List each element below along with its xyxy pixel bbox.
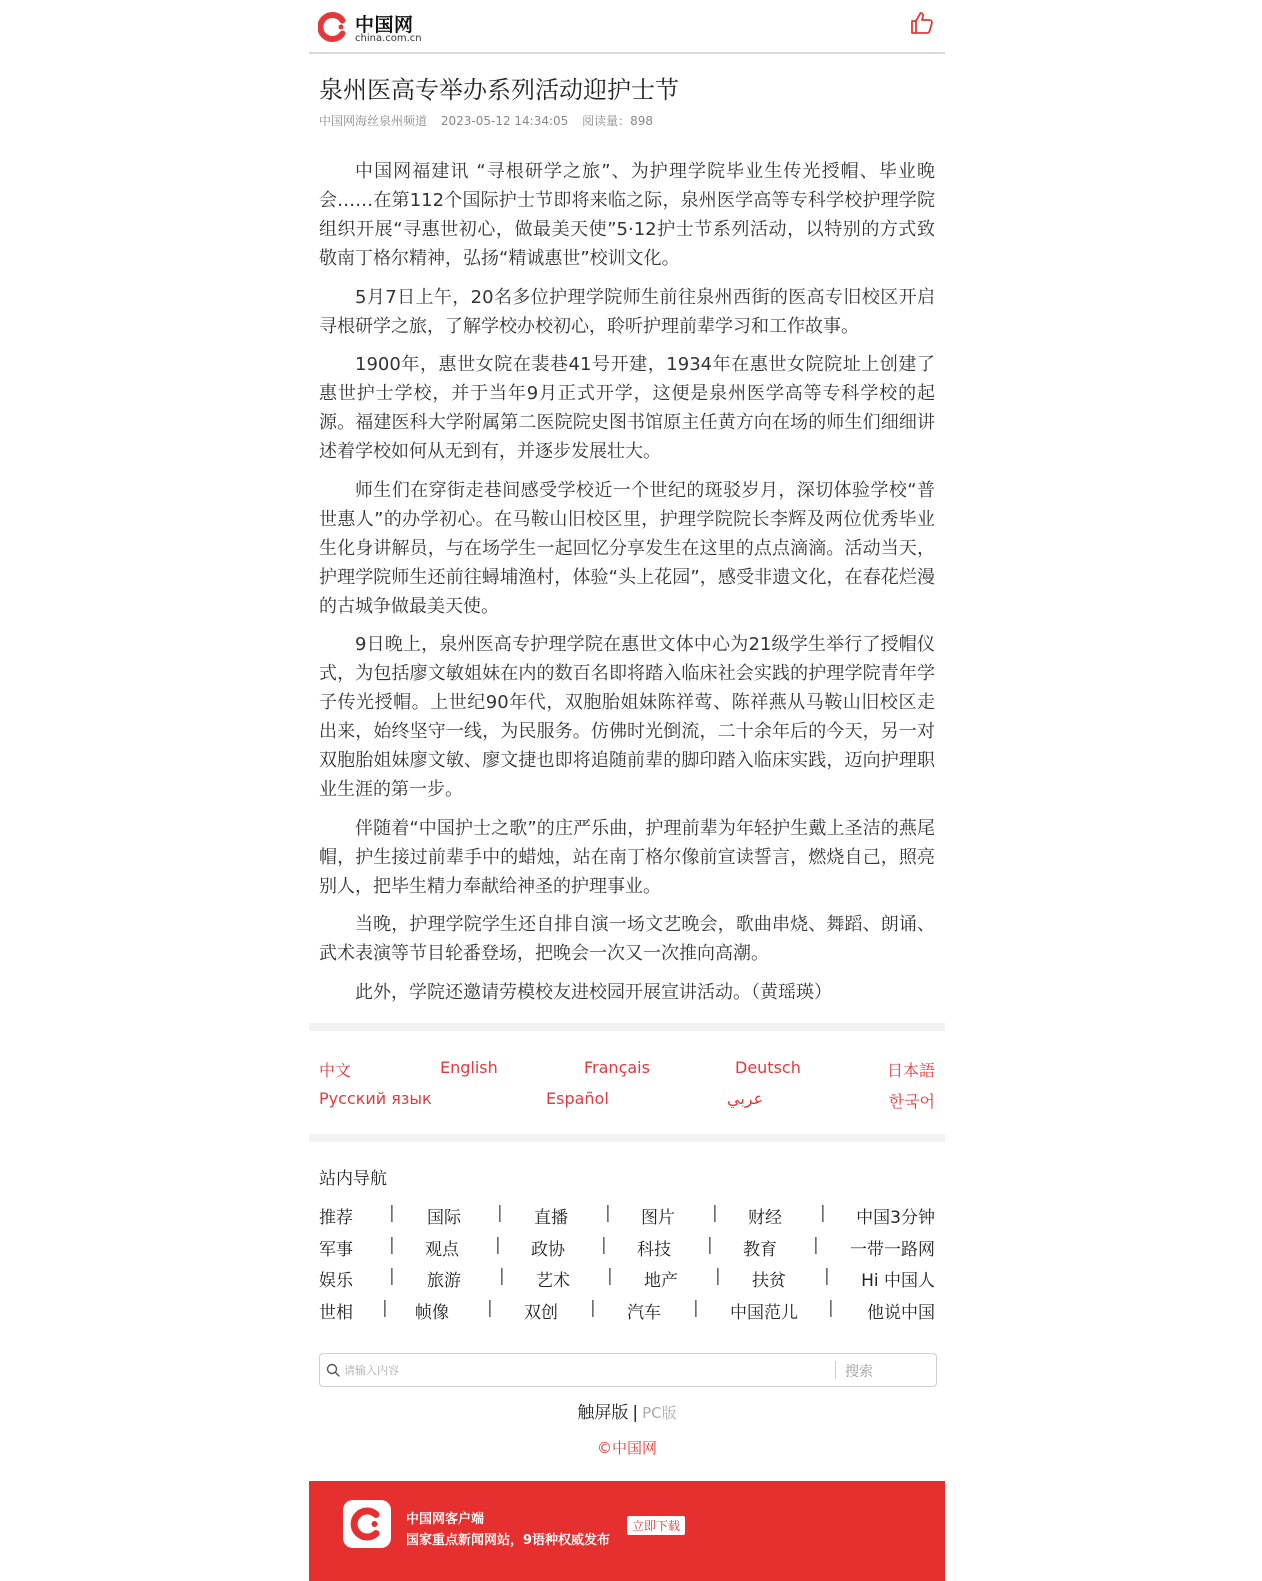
nav-separator: | (813, 1235, 819, 1255)
nav-link[interactable]: 国际 (427, 1208, 461, 1228)
nav-separator: | (497, 1203, 503, 1223)
language-row-2 (319, 1089, 935, 1113)
app-name: 中国网客户端 (406, 1512, 485, 1527)
article-meta (319, 112, 663, 129)
lang-link-japanese[interactable]: 日本語 (886, 1061, 935, 1080)
nav-separator: | (707, 1235, 713, 1255)
site-nav-title: 站内导航 (319, 1169, 387, 1189)
nav-link[interactable]: 军事 (319, 1240, 353, 1260)
pc-version-link[interactable]: PC版 (642, 1404, 677, 1422)
reads-count: 898 (630, 114, 654, 128)
nav-link[interactable]: 娱乐 (319, 1271, 353, 1291)
copyright: ©中国网 (596, 1439, 657, 1457)
nav-link[interactable]: 双创 (524, 1303, 558, 1323)
reads-label: 阅读量： (582, 114, 631, 128)
site-nav-row (319, 1235, 935, 1259)
nav-link[interactable]: 扶贫 (752, 1271, 786, 1291)
logo-c-icon (318, 11, 350, 43)
nav-separator: | (389, 1203, 395, 1223)
lang-link-russian[interactable]: Русский язык (319, 1089, 432, 1108)
nav-link[interactable]: 中国范儿 (730, 1303, 798, 1323)
article-body (319, 157, 935, 1016)
search-icon (326, 1363, 340, 1377)
nav-link[interactable]: 他说中国 (867, 1303, 935, 1323)
app-download-banner (309, 1481, 945, 1581)
nav-link[interactable]: 政协 (531, 1240, 565, 1260)
nav-link[interactable]: 教育 (743, 1240, 777, 1260)
article-paragraph: 5月7日上午，20名多位护理学院师生前往泉州西街的医高专旧校区开启寻根研学之旅，了解学校办校初心，聆听护理前辈学习和工作故事。 (319, 286, 935, 337)
nav-link[interactable]: 地产 (644, 1271, 678, 1291)
nav-link[interactable]: 艺术 (536, 1271, 570, 1291)
article-datetime: 2023-05-12 14:34:05 (440, 114, 569, 128)
lang-link-chinese[interactable]: 中文 (319, 1061, 352, 1080)
download-button[interactable]: 立即下载 (627, 1516, 685, 1535)
article-paragraph: 伴随着“中国护士之歌”的庄严乐曲，护理前辈为年轻护生戴上圣洁的燕尾帽，护生接过前辈手中的蜡烛，站在南丁格尔像前宣读誓言，燃烧自己，照亮别人，把毕生精力奉献给神圣的护理事业。 (319, 817, 935, 897)
nav-separator: | (389, 1235, 395, 1255)
nav-separator: | (382, 1298, 388, 1318)
header (309, 0, 945, 54)
article-paragraph: 师生们在穿街走巷间感受学校近一个世纪的斑驳岁月，深切体验学校“普世惠人”的办学初心。在马鞍山旧校区里，护理学院院长李辉及两位优秀毕业生化身讲解员，与在场学生一起回忆分享发生在这里的点点滴滴。活动当天，护理学院师生还前往蟳埔渔村，体验“头上花园”，感受非遗文化，在春花烂漫的古城争做最美天使。 (319, 479, 935, 617)
nav-separator: | (693, 1298, 699, 1318)
site-nav-row (319, 1266, 935, 1290)
lang-link-german[interactable]: Deutsch (735, 1058, 801, 1077)
nav-separator: | (712, 1203, 718, 1223)
version-switch (309, 1398, 945, 1423)
nav-separator: | (601, 1235, 607, 1255)
section-divider (309, 1023, 945, 1031)
nav-separator: | (487, 1298, 493, 1318)
section-divider (309, 1134, 945, 1142)
nav-separator: | (605, 1203, 611, 1223)
article-source: 中国网海丝泉州频道 (319, 114, 428, 128)
nav-separator: | (820, 1203, 826, 1223)
nav-separator: | (607, 1266, 613, 1286)
app-logo-icon (343, 1500, 391, 1548)
nav-separator: | (389, 1266, 395, 1286)
nav-link[interactable]: 图片 (641, 1208, 675, 1228)
page (309, 0, 945, 1581)
nav-link[interactable]: Hi 中国人 (861, 1271, 935, 1291)
article-paragraph: 中国网福建讯 “寻根研学之旅”、为护理学院毕业生传光授帽、毕业晚会……在第112个国际护士节即将来临之际，泉州医学高等专科学校护理学院组织开展“寻惠世初心，做最美天使”5·12护士节系列活动，以特别的方式致敬南丁格尔精神，弘扬“精诚惠世”校训文化。 (319, 161, 935, 269)
nav-link[interactable]: 中国3分钟 (856, 1208, 935, 1228)
language-row-1 (319, 1058, 935, 1082)
nav-separator: | (590, 1298, 596, 1318)
logo-name: 中国网 (355, 14, 414, 36)
nav-separator: | (715, 1266, 721, 1286)
article-title: 泉州医高专举办系列活动迎护士节 (319, 76, 679, 104)
nav-link[interactable]: 观点 (425, 1240, 459, 1260)
article-reads (582, 114, 653, 128)
touch-version-label: 触屏版 (577, 1403, 629, 1423)
lang-link-spanish[interactable]: Español (546, 1089, 609, 1108)
nav-separator: | (495, 1235, 501, 1255)
search-button[interactable]: 搜索 (845, 1364, 873, 1380)
nav-link[interactable]: 推荐 (319, 1208, 353, 1228)
version-separator: | (632, 1403, 639, 1423)
app-description: 国家重点新闻网站，9语种权威发布 (406, 1533, 611, 1548)
nav-separator: | (824, 1266, 830, 1286)
logo-domain: china.com.cn (355, 33, 422, 44)
nav-link[interactable]: 直播 (534, 1208, 568, 1228)
nav-link[interactable]: 旅游 (427, 1271, 461, 1291)
search-divider (835, 1361, 836, 1379)
lang-link-french[interactable]: Français (584, 1058, 650, 1077)
nav-link[interactable]: 科技 (637, 1240, 671, 1260)
article-paragraph: 1900年，惠世女院在裴巷41号开建，1934年在惠世女院院址上创建了惠世护士学校，并于当年9月正式开学，这便是泉州医学高等专科学校的起源。福建医科大学附属第二医院院史图书馆原主任黄方向在场的师生们细细讲述着学校如何从无到有，并逐步发展壮大。 (319, 354, 935, 462)
nav-link[interactable]: 世相 (319, 1303, 353, 1323)
nav-link[interactable]: 汽车 (627, 1303, 661, 1323)
search-input[interactable] (344, 1359, 824, 1381)
nav-separator: | (499, 1266, 505, 1286)
thumbs-up-icon[interactable] (909, 10, 935, 36)
nav-separator: | (828, 1298, 834, 1318)
lang-link-korean[interactable]: 한국어 (888, 1092, 935, 1111)
article-paragraph: 此外，学院还邀请劳模校友进校园开展宣讲活动。（黄瑶瑛） (355, 981, 832, 1003)
article-paragraph: 当晚，护理学院学生还自排自演一场文艺晚会，歌曲串烧、舞蹈、朗诵、武术表演等节目轮番登场，把晚会一次又一次推向高潮。 (319, 914, 935, 964)
app-logo (343, 1500, 391, 1548)
site-logo[interactable] (318, 9, 438, 45)
nav-link[interactable]: 财经 (748, 1208, 782, 1228)
lang-link-arabic[interactable]: عربي (727, 1089, 764, 1108)
site-nav-row (319, 1203, 935, 1227)
nav-link[interactable]: 一带一路网 (850, 1240, 935, 1260)
site-nav-row (319, 1298, 935, 1322)
nav-link[interactable]: 帧像 (415, 1303, 449, 1323)
lang-link-english[interactable]: English (440, 1058, 498, 1077)
search-bar (319, 1353, 937, 1387)
article-paragraph: 9日晚上，泉州医高专护理学院在惠世文体中心为21级学生举行了授帽仪式，为包括廖文敏姐妹在内的数百名即将踏入临床社会实践的护理学院青年学子传光授帽。上世纪90年代，双胞胎姐妹陈祥莺、陈祥燕从马鞍山旧校区走出来，始终坚守一线，为民服务。仿佛时光倒流，二十余年后的今天，另一对双胞胎姐妹廖文敏、廖文捷也即将追随前辈的脚印踏入临床实践，迈向护理职业生涯的第一步。 (319, 634, 935, 800)
